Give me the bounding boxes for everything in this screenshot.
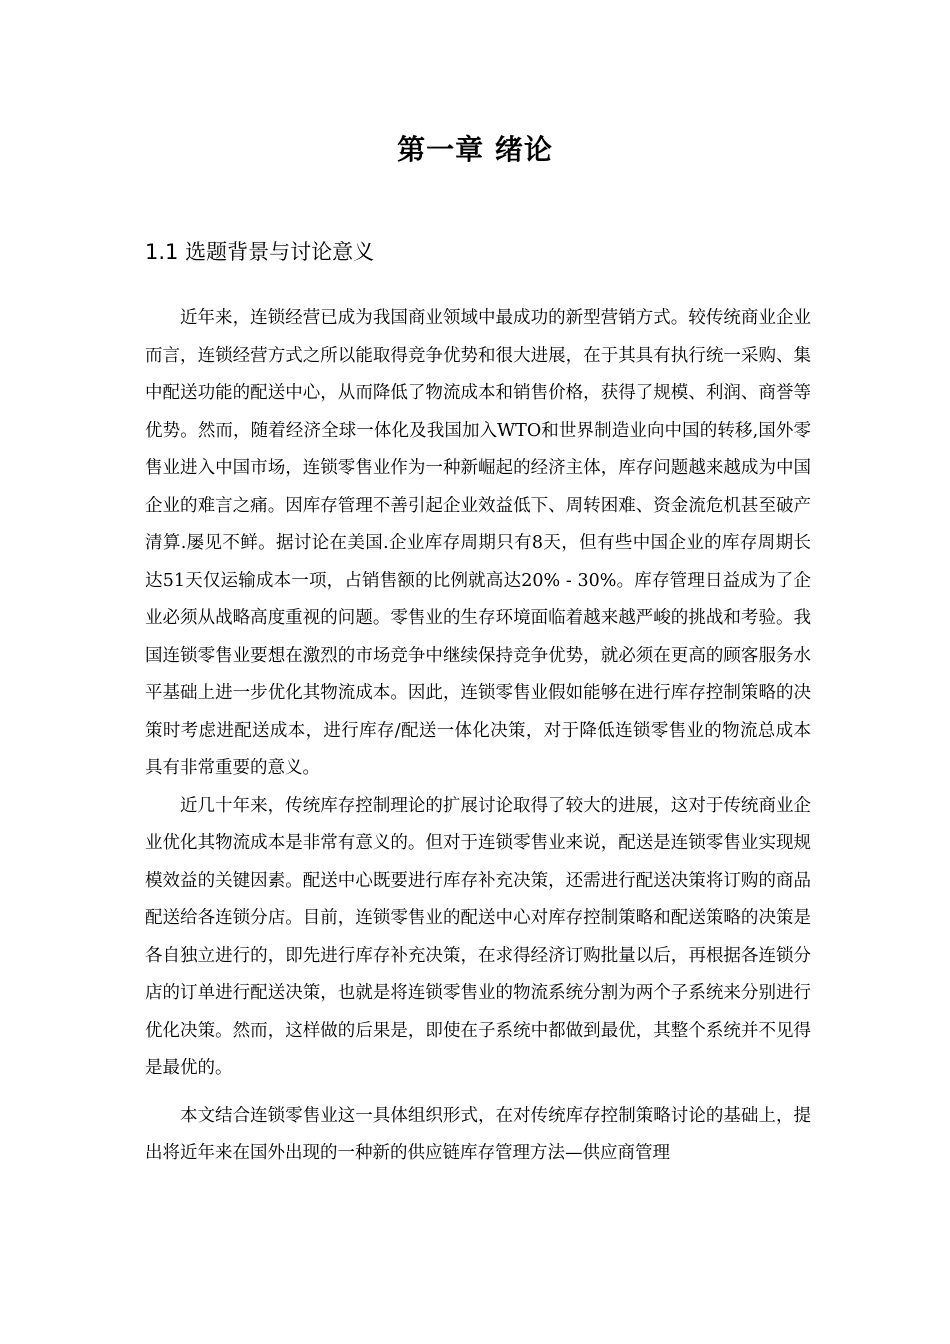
paragraph: 本文结合连锁零售业这一具体组织形式，在对传统库存控制策略讨论的基础上，提出将近年来在国外出现的一种新的供应链库存管理方法—供应商管理 (145, 1105, 811, 1163)
body-text (145, 300, 811, 1173)
paragraph: 近年来，连锁经营已成为我国商业领域中最成功的新型营销方式。较传统商业企业而言，连锁经营方式之所以能取得竞争优势和很大进展，在于其具有执行统一采购、集中配送功能的配送中心，从而降低了物流成本和销售价格，获得了规模、利润、商誉等优势。然而，随着经济全球一体化及我国加入WTO和世界制造业向中国的转移,国外零售业进入中国市场，连锁零售业作为一种新崛起的经济主体，库存问题越来越成为中国企业的难言之痛。因库存管理不善引起企业效益低下、周转困难、资金流危机甚至破产清算.屡见不鲜。据讨论在美国.企业库存周期只有8天，但有些中国企业的库存周期长达51天仅运输成本一项，占销售额的比例就高达20% - 30%。库存管理日益成为了企业必须从战略高度重视的问题。零售业的生存环境面临着越来越严峻的挑战和考验。我国连锁零售业要想在激烈的市场竞争中继续保持竞争优势，就必须在更高的顾客服务水平基础上进一步优化其物流成本。因此，连锁零售业假如能够在进行库存控制策略的决策时考虑进配送成本，进行库存/配送一体化决策，对于降低连锁零售业的物流总成本具有非常重要的意义。 (145, 308, 811, 778)
section-title: 1.1 选题背景与讨论意义 (145, 240, 375, 264)
paragraph: 近几十年来，传统库存控制理论的扩展讨论取得了较大的进展，这对于传统商业企业优化其物流成本是非常有意义的。但对于连锁零售业来说，配送是连锁零售业实现规模效益的关键因素。配送中心既要进行库存补充决策，还需进行配送决策将订购的商品配送给各连锁分店。目前，连锁零售业的配送中心对库存控制策略和配送策略的决策是各自独立进行的，即先进行库存补充决策，在求得经济订购批量以后，再根据各连锁分店的订单进行配送决策，也就是将连锁零售业的物流系统分割为两个子系统来分别进行优化决策。然而，这样做的后果是，即使在子系统中都做到最优，其整个系统并不见得是最优的。 (145, 795, 811, 1078)
chapter-title: 第一章 绪论 (397, 133, 553, 166)
